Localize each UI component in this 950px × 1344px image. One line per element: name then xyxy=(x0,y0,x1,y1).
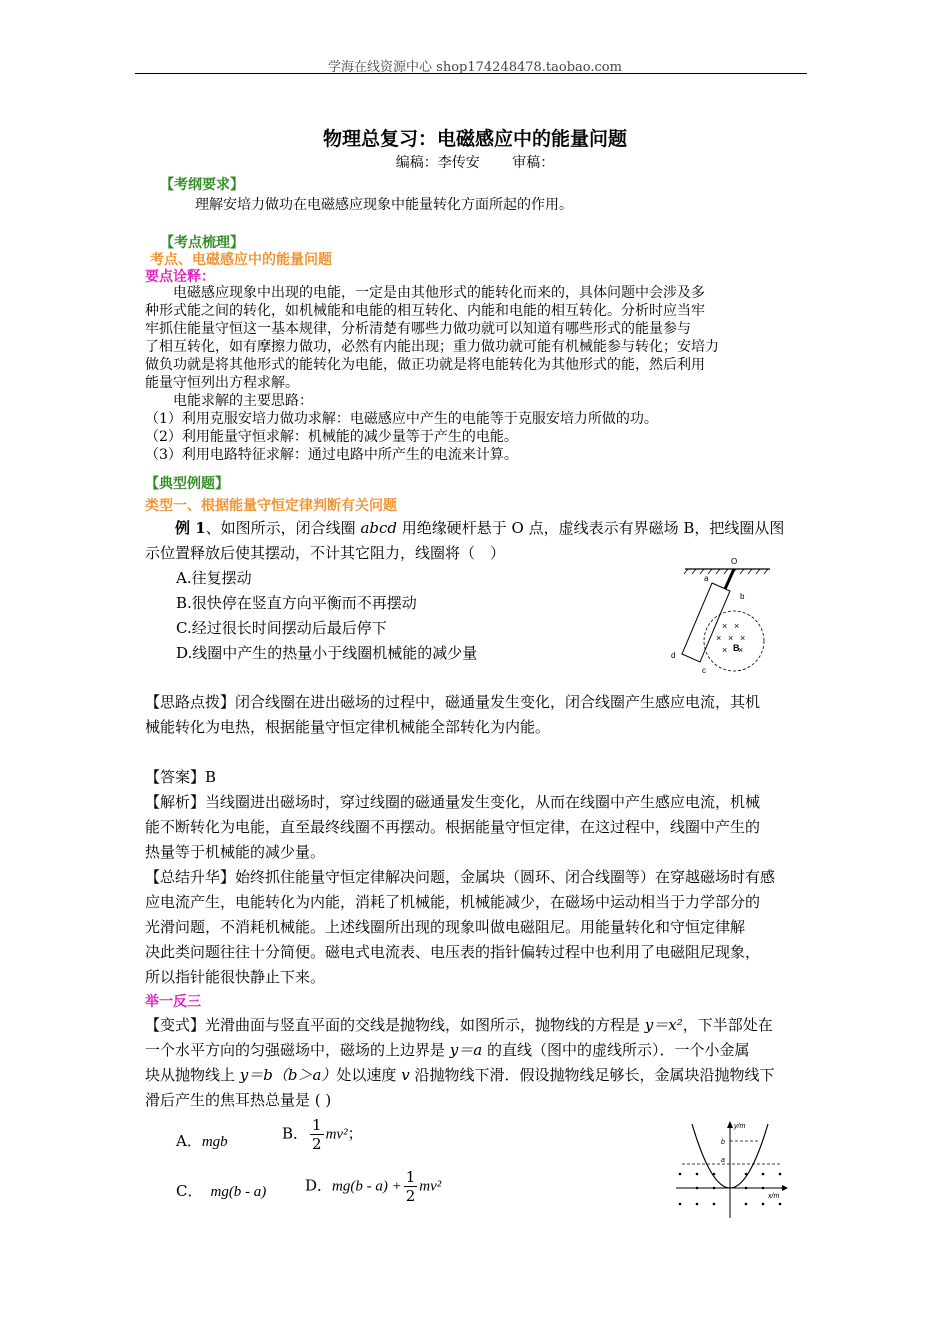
variant-l2b: 的直线（图中的虚线所示）．一个小金属 xyxy=(482,1041,750,1059)
variant-l2eq: y＝a xyxy=(449,1041,483,1059)
ex1-stem-a: 、如图所示，闭合线圈 xyxy=(205,519,361,537)
variant-l2a: 一个水平方向的匀强磁场中，磁场的上边界是 xyxy=(145,1041,450,1059)
frac-num: 1 xyxy=(312,1116,322,1134)
summary-line: 【总结升华】始终抓住能量守恒定律解决问题，金属块（圆环、闭合线圈等）在穿越磁场时有感 xyxy=(145,868,776,886)
method-intro: 电能求解的主要思路： xyxy=(173,393,313,409)
points-heading: 【考点梳理】 xyxy=(160,235,244,251)
opt-a-value: mgb xyxy=(201,1134,228,1150)
variant-l3b: 处以速度 xyxy=(336,1066,402,1084)
variant-l1eq: y＝x² xyxy=(644,1016,683,1034)
ex1-option-b: B.很快停在竖直方向平衡而不再摆动 xyxy=(176,594,417,612)
summary-line: 决此类问题往往十分简便。磁电式电流表、电压表的指针偏转过程中也利用了电磁阻尼现象， xyxy=(145,943,761,961)
svg-text:×: × xyxy=(734,621,740,631)
exam-req-text: 理解安培力做功在电磁感应现象中能量转化方面所起的作用。 xyxy=(195,197,573,213)
svg-text:×: × xyxy=(738,645,744,655)
similar-heading: 举一反三 xyxy=(145,994,201,1010)
hint-line: 【思路点拨】闭合线圈在进出磁场的过程中，磁通量发生变化，闭合线圈产生感应电流，其机 xyxy=(145,693,761,711)
points-line: 牢抓住能量守恒这一基本规律，分析清楚有哪些力做功就可以知道有哪些形式的能量参与 xyxy=(145,321,691,337)
coil-pendulum-figure xyxy=(660,555,780,675)
fig1-label-c: c xyxy=(702,666,706,675)
analysis-line: 热量等于机械能的减少量。 xyxy=(145,843,326,861)
opt-c-value: mg(b - a) xyxy=(210,1184,267,1200)
method-item: （3）利用电路特征求解：通过电路中所产生的电流来计算。 xyxy=(145,447,518,463)
points-line: 做负功就是将其他形式的能转化为电能，做正功就是将电能转化为其他形式的能，然后利用 xyxy=(145,357,705,373)
ex1-option-c: C.经过很长时间摆动后最后停下 xyxy=(176,619,387,637)
points-paragraph xyxy=(145,284,815,464)
hint-line: 械能转化为电热，根据能量守恒定律机械能全部转化为内能。 xyxy=(145,718,551,736)
variant-option-a xyxy=(176,1130,228,1151)
fig1-label-o: O xyxy=(731,557,738,566)
ex1-label: 例 1 xyxy=(175,519,206,537)
examples-heading: 【典型例题】 xyxy=(145,476,229,492)
summary-line: 光滑问题，不消耗机械能。上述线圈所出现的现象叫做电磁阻尼。用能量转化和守恒定律解 xyxy=(145,918,746,936)
variant-l1b: ，下半部处在 xyxy=(682,1016,773,1034)
variant-l1a: 【变式】光滑曲面与竖直平面的交线是抛物线，如图所示，抛物线的方程是 xyxy=(145,1016,645,1034)
type1-heading: 类型一、根据能量守恒定律判断有关问题 xyxy=(145,498,397,514)
page-header: 学海在线资源中心 shop174248478.taobao.com xyxy=(328,60,622,75)
variant-stem xyxy=(145,1013,815,1113)
analysis-line: 能不断转化为电能，直至最终线圈不再摆动。根据能量守恒定律，在这过程中，线圈中产生的 xyxy=(145,818,761,836)
opt-b-value: mv² xyxy=(325,1126,348,1143)
svg-text:×: × xyxy=(740,633,746,643)
ex1-options xyxy=(176,566,477,666)
ex1-option-a: A.往复摆动 xyxy=(176,569,252,587)
svg-text:×: × xyxy=(722,621,728,631)
ex1-analysis xyxy=(145,790,815,990)
variant-l3v: v xyxy=(401,1066,410,1084)
key-label: 要点诠释： xyxy=(145,269,215,285)
points-line: 了相互转化，如有摩擦力做功，必然有内能出现；重力做功就可能有机械能参与转化；安培力 xyxy=(145,339,719,355)
header-divider xyxy=(135,73,807,74)
frac-den: 2 xyxy=(405,1187,416,1205)
opt-b-label: B． xyxy=(282,1124,309,1143)
frac-num: 1 xyxy=(405,1168,416,1186)
ex1-option-d: D.线圈中产生的热量小于线圈机械能的减少量 xyxy=(176,644,478,662)
ex1-hint xyxy=(145,690,815,740)
points-line: 电磁感应现象中出现的电能，一定是由其他形式的能转化而来的，具体问题中会涉及多 xyxy=(173,285,705,301)
variant-option-d xyxy=(305,1168,441,1205)
variant-l3a: 块从抛物线上 xyxy=(145,1066,240,1084)
opt-a-label: A． xyxy=(176,1132,202,1150)
points-line: 种形式能之间的转化，如机械能和电能的相互转化、内能和电能的相互转化。分析时应当牢 xyxy=(145,303,705,319)
page-title: 物理总复习：电磁感应中的能量问题 xyxy=(322,128,627,150)
fig1-label-d: d xyxy=(671,651,676,660)
fig2-label-a: a xyxy=(721,1157,725,1164)
ex1-answer: 【答案】B xyxy=(145,768,217,786)
parabola-figure xyxy=(670,1118,795,1223)
editor: 编稿：李传安 xyxy=(395,155,480,171)
analysis-line: 【解析】当线圈进出磁场时，穿过线圈的磁通量发生变化，从而在线圈中产生感应电流，机械 xyxy=(145,793,761,811)
svg-text:×: × xyxy=(728,633,734,643)
method-item: （2）利用能量守恒求解：机械能的减少量等于产生的电能。 xyxy=(145,429,518,445)
variant-l3c: 沿抛物线下滑．假设抛物线足够长，金属块沿抛物线下 xyxy=(409,1066,775,1084)
method-item: （1）利用克服安培力做功求解：电磁感应中产生的电能等于克服安培力所做的功。 xyxy=(145,411,658,427)
variant-option-b xyxy=(282,1116,363,1153)
fig2-axis-x: x/m xyxy=(768,1193,780,1200)
opt-d-tail: mv² xyxy=(419,1178,442,1195)
fig1-label-a: a xyxy=(704,574,709,583)
points-subheading: 考点、电磁感应中的能量问题 xyxy=(150,252,332,268)
svg-text:×: × xyxy=(716,633,722,643)
fig1-label-field: B xyxy=(733,643,740,653)
variant-l4: 滑后产生的焦耳热总量是 ( ) xyxy=(145,1091,332,1109)
ex1-var: abcd xyxy=(360,519,398,537)
summary-line: 所以指针能很快静止下来。 xyxy=(145,968,326,986)
points-line: 能量守恒列出方程求解。 xyxy=(145,375,299,391)
opt-b-mark: ； xyxy=(347,1124,363,1143)
opt-d-label: D． xyxy=(305,1176,333,1195)
summary-line: 应电流产生，电能转化为内能，消耗了机械能，机械能减少，在磁场中运动相当于力学部分的 xyxy=(145,893,761,911)
reviewer: 审稿： xyxy=(512,155,555,171)
ex1-stem-line2: 示位置释放后使其摆动，不计其它阻力，线圈将（ ） xyxy=(145,544,506,562)
frac-den: 2 xyxy=(312,1135,322,1153)
fig1-label-b: b xyxy=(740,592,745,601)
fig2-label-b: b xyxy=(721,1139,725,1146)
opt-d-head: mg(b - a) + xyxy=(332,1178,402,1195)
svg-text:×: × xyxy=(722,645,728,655)
opt-c-label: C． xyxy=(176,1182,203,1200)
ex1-stem-b: 用绝缘硬杆悬于 O 点，虚线表示有界磁场 B，把线圈从图 xyxy=(397,519,785,537)
variant-l3eq: y＝b（b＞a） xyxy=(239,1066,337,1084)
exam-req-heading: 【考纲要求】 xyxy=(160,177,244,193)
variant-option-c xyxy=(176,1180,266,1201)
fig2-axis-y: y/m xyxy=(734,1123,746,1130)
author-line xyxy=(0,152,950,172)
